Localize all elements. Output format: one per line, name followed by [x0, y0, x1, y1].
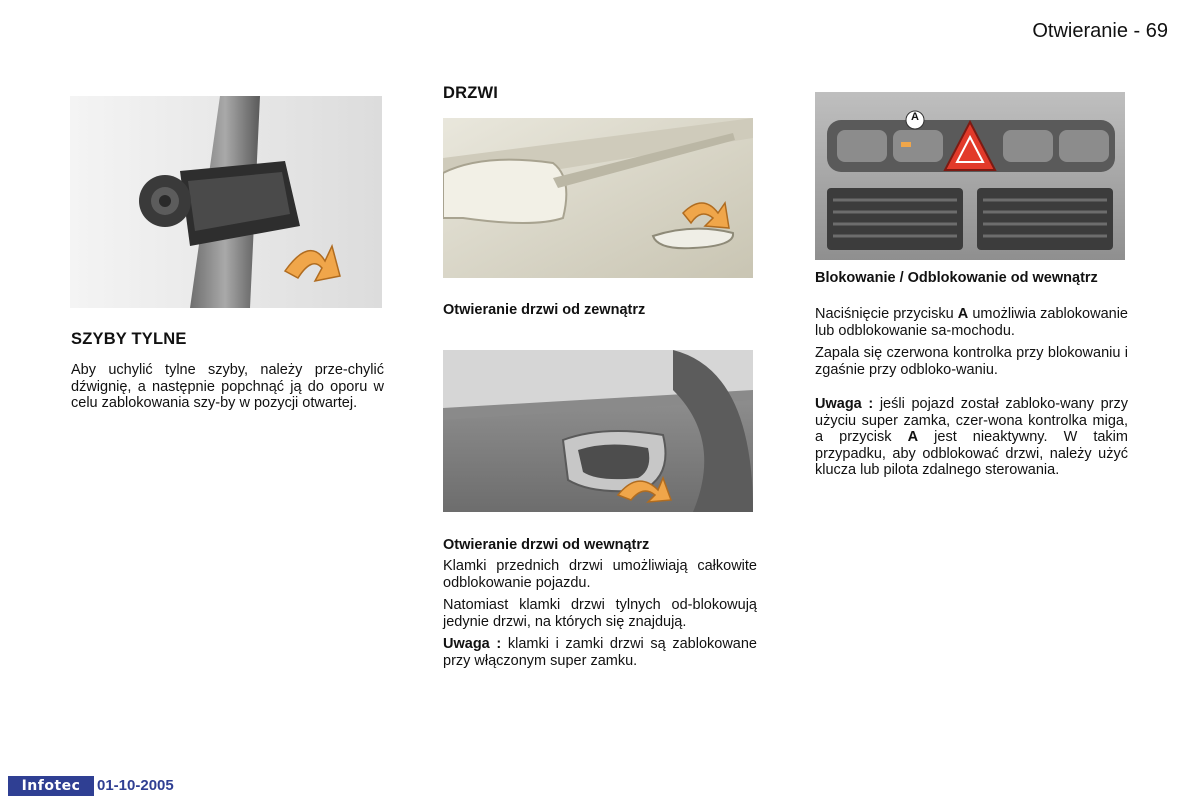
locking-text-2: umożliwia zablokowanie lub odblokowanie sa-mochodu. — [815, 306, 1128, 339]
doors-heading: DRZWI — [443, 84, 499, 102]
interior-handle-figure — [443, 350, 753, 512]
infotec-logo: Infotec — [8, 776, 94, 796]
page-header — [1032, 20, 1168, 43]
header-separator: - — [1127, 20, 1146, 42]
exterior-opening-caption: Otwieranie drzwi od zewnątrz — [443, 302, 646, 318]
note-text: klamki i zamki drzwi są zablokowane przy włączonym super zamku. — [443, 636, 757, 669]
warning-text-1: jeśli pojazd został zabloko-wany przy użyciu super zamka, czer-wona kontrolka miga, a przycisk — [815, 396, 1129, 445]
rear-window-lever-figure — [70, 96, 382, 308]
locking-key: A — [957, 306, 969, 322]
supercondamnation-note — [443, 636, 757, 669]
section-title: Otwieranie — [1032, 20, 1128, 42]
locking-text-block — [815, 306, 1128, 485]
indicator-paragraph: Zapala się czerwona kontrolka przy blokowaniu i zgaśnie przy odbloko-waniu. — [815, 345, 1128, 378]
locking-text-1: Naciśnięcie przycisku — [815, 306, 958, 322]
central-locking-button-figure — [815, 92, 1125, 260]
warning-label: Uwaga : — [815, 396, 874, 412]
locking-subheading: Blokowanie / Odblokowanie od wewnątrz — [815, 270, 1098, 286]
rear-windows-paragraph: Aby uchylić tylne szyby, należy prze-chylić dźwignię, a następnie popchnąć ją do oporu w celu zablokowania szy-by w pozycji otwartej. — [71, 362, 384, 411]
exterior-handle-figure — [443, 118, 753, 278]
supercondamnation-warning — [815, 396, 1128, 479]
doors-text-block — [443, 558, 757, 675]
warning-key: A — [907, 429, 919, 445]
locking-paragraph — [815, 306, 1128, 339]
front-handles-paragraph: Klamki przednich drzwi umożliwiają całkowite odblokowanie pojazdu. — [443, 558, 757, 591]
note-label: Uwaga : — [443, 636, 502, 652]
rear-windows-text-block — [71, 362, 384, 418]
button-a-marker: A — [911, 111, 919, 123]
footer-date: 01-10-2005 — [97, 777, 174, 794]
rear-windows-heading: SZYBY TYLNE — [71, 330, 187, 348]
rear-handles-paragraph: Natomiast klamki drzwi tylnych od-blokowują jedynie drzwi, na których się znajdują. — [443, 597, 757, 630]
interior-opening-caption: Otwieranie drzwi od wewnątrz — [443, 537, 650, 553]
page-number: 69 — [1145, 20, 1168, 42]
warning-text-2: jest nieaktywny. W takim przypadku, aby odblokować drzwi, należy użyć klucza lub pilota zdalnego sterowania. — [815, 429, 1128, 478]
